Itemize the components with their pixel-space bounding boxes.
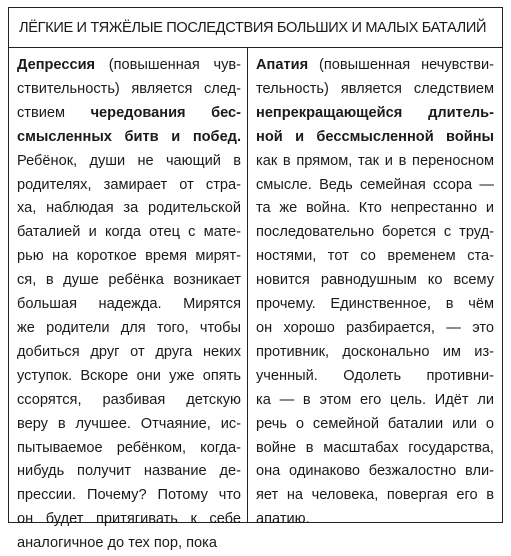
text-run: ствительность) является след- xyxy=(17,80,241,97)
table-header xyxy=(9,8,502,48)
text-run: (повышенная нечувстви- xyxy=(308,57,494,73)
text-line xyxy=(256,197,494,221)
text-line xyxy=(17,221,241,245)
text-line xyxy=(17,389,241,413)
text-line xyxy=(256,54,494,78)
text-run: речь о семейной баталии или о xyxy=(256,415,494,432)
text-line xyxy=(256,508,494,532)
text-run: ха, наблюдая за родительской xyxy=(17,200,241,217)
text-line xyxy=(17,437,241,461)
column-divider xyxy=(247,48,248,522)
text-run: ссорятся, разбивая детскую xyxy=(17,391,241,408)
text-run: аналогичное до тех пор, пока xyxy=(17,535,217,552)
text-run: тельность) является следствием xyxy=(256,80,494,97)
bold-text: смысленных битв и побед. xyxy=(17,128,241,145)
text-line xyxy=(256,245,494,269)
text-line xyxy=(256,221,494,245)
text-run: как в прямом, так и в переносном xyxy=(256,152,494,169)
text-run: та же война. Кто непрестанно и xyxy=(256,200,494,217)
text-run: рью на короткое время мирят- xyxy=(17,248,241,265)
text-run: она одинаково безжалостно вли- xyxy=(256,463,494,480)
text-line xyxy=(17,532,241,556)
text-line xyxy=(17,126,241,150)
text-line xyxy=(17,174,241,198)
text-line xyxy=(17,102,241,126)
depression-column xyxy=(17,54,241,556)
text-run: (повышенная чув- xyxy=(95,57,241,73)
bold-text: Депрессия xyxy=(17,57,96,73)
text-line xyxy=(17,150,241,174)
text-run: яет на человека, повергая его в xyxy=(256,487,494,504)
text-line xyxy=(256,174,494,198)
bold-text: непрекращающейся длитель- xyxy=(256,104,494,121)
text-line xyxy=(256,317,494,341)
text-run: же родители для того, чтобы xyxy=(17,319,241,336)
text-run: прессии. Почему? Потому что xyxy=(17,487,241,504)
text-line xyxy=(17,508,241,532)
text-run: родителях, замирает от стра- xyxy=(17,176,241,193)
text-line xyxy=(17,245,241,269)
bold-text: чередования бес- xyxy=(90,104,241,121)
text-run: последовательно борется с труд- xyxy=(256,224,494,241)
text-run: Ребёнок, души не чающий в xyxy=(17,152,241,169)
text-run: добиться друг от друга неких xyxy=(17,343,241,360)
text-run: баталией и когда отец с мате- xyxy=(17,224,241,241)
text-run: ствием xyxy=(17,104,91,121)
text-line xyxy=(256,269,494,293)
text-run: ностями, тот со временем ста- xyxy=(256,248,494,265)
text-line xyxy=(256,341,494,365)
text-run: пытываемое ребёнком, когда- xyxy=(17,439,241,456)
text-run: уступок. Вскоре они уже опять xyxy=(17,367,241,384)
text-run: веру в лучшее. Отчаяние, ис- xyxy=(17,415,241,432)
text-run: ка — в этом его цель. Идёт ли xyxy=(256,391,494,408)
text-line xyxy=(256,78,494,102)
text-line xyxy=(17,484,241,508)
text-line xyxy=(256,102,494,126)
text-line xyxy=(17,413,241,437)
text-line xyxy=(256,150,494,174)
text-run: новится равнодушным ко всему xyxy=(256,272,494,289)
text-run: противник, досконально им из- xyxy=(256,343,494,360)
text-line xyxy=(256,413,494,437)
text-run: ся, в душе ребёнка возникает xyxy=(17,272,241,289)
bold-text: Апатия xyxy=(256,57,309,73)
text-run: прочему. Единственное, в чём xyxy=(256,296,494,313)
text-line xyxy=(256,365,494,389)
text-run: ученный. Одолеть противни- xyxy=(256,367,494,384)
text-line xyxy=(17,317,241,341)
text-line xyxy=(17,341,241,365)
text-run: он будет притягивать к себе xyxy=(17,511,241,528)
text-line xyxy=(17,78,241,102)
apathy-column xyxy=(256,54,494,532)
text-run: войне в масштабах государства, xyxy=(256,439,494,456)
text-run: апатию. xyxy=(256,511,310,528)
text-line xyxy=(256,126,494,150)
comparison-table xyxy=(8,7,503,552)
text-line xyxy=(17,293,241,317)
text-line xyxy=(256,389,494,413)
text-run: смысле. Ведь семейная ссора — xyxy=(256,176,494,193)
text-line xyxy=(256,460,494,484)
bold-text: ной и бессмысленной войны xyxy=(256,128,494,145)
text-line xyxy=(256,437,494,461)
text-line xyxy=(256,293,494,317)
text-run: он хорошо разбирается, — это xyxy=(256,319,494,336)
table-title: ЛЁГКИЕ И ТЯЖЁЛЫЕ ПОСЛЕДСТВИЯ БОЛЬШИХ И МАЛЫХ БАТАЛИЙ xyxy=(19,20,487,36)
text-line xyxy=(17,54,241,78)
text-run: нибудь получит название де- xyxy=(17,463,241,480)
text-line xyxy=(256,484,494,508)
text-line xyxy=(17,197,241,221)
text-line xyxy=(17,460,241,484)
text-run: большая надежда. Мирятся xyxy=(17,296,241,313)
text-line xyxy=(17,269,241,293)
text-line xyxy=(17,365,241,389)
